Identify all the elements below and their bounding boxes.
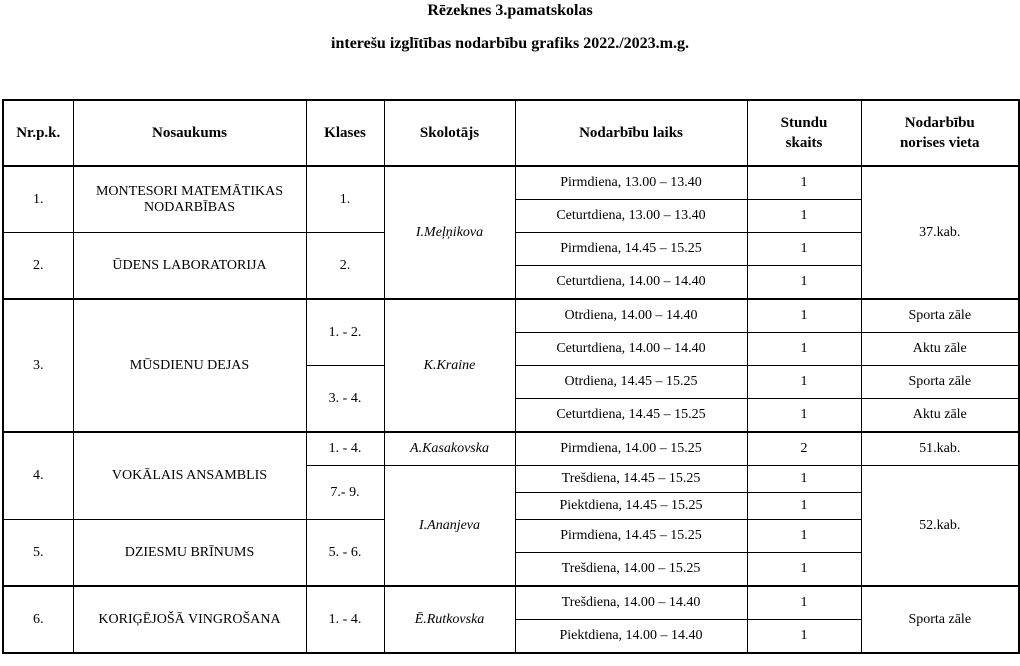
activity-name-line2: NODARBĪBAS xyxy=(143,199,235,215)
time-cell: Otrdiena, 14.45 – 15.25 xyxy=(515,366,747,399)
header-teacher: Skolotājs xyxy=(384,100,515,166)
header-time: Nodarbību laiks xyxy=(515,100,747,166)
classes-cell: 1. - 4. xyxy=(306,432,384,466)
schedule-table xyxy=(2,99,1020,654)
activity-name: MŪSDIENU DEJAS xyxy=(73,299,306,432)
row-number: 1. xyxy=(3,166,73,233)
place-cell: 52.kab. xyxy=(861,466,1019,587)
activity-name xyxy=(73,166,306,233)
place-cell: 37.kab. xyxy=(861,166,1019,299)
table-row xyxy=(3,586,1019,620)
classes-cell: 1. - 4. xyxy=(306,586,384,653)
time-cell: Trešdiena, 14.00 – 14.40 xyxy=(515,586,747,620)
table-row xyxy=(3,166,1019,200)
hours-cell: 2 xyxy=(747,432,861,466)
time-cell: Pirmdiena, 14.45 – 15.25 xyxy=(515,520,747,553)
activity-name-line1: MONTESORI MATEMĀTIKAS xyxy=(95,183,284,199)
time-cell: Trešdiena, 14.45 – 15.25 xyxy=(515,466,747,493)
hours-cell: 1 xyxy=(747,399,861,433)
row-number: 6. xyxy=(3,586,73,653)
row-number: 2. xyxy=(3,233,73,300)
teacher-cell: I.Ananjeva xyxy=(384,466,515,587)
header-name: Nosaukums xyxy=(73,100,306,166)
classes-cell: 3. - 4. xyxy=(306,366,384,433)
hours-cell: 1 xyxy=(747,586,861,620)
header-row xyxy=(3,100,1019,166)
hours-cell: 1 xyxy=(747,233,861,266)
hours-cell: 1 xyxy=(747,466,861,493)
hours-cell: 1 xyxy=(747,366,861,399)
classes-cell: 1. xyxy=(306,166,384,233)
time-cell: Piektdiena, 14.00 – 14.40 xyxy=(515,620,747,654)
hours-cell: 1 xyxy=(747,299,861,333)
teacher-cell: K.Kraine xyxy=(384,299,515,432)
header-classes: Klases xyxy=(306,100,384,166)
hours-cell: 1 xyxy=(747,520,861,553)
table-row xyxy=(3,432,1019,466)
activity-name: DZIESMU BRĪNUMS xyxy=(73,520,306,587)
header-hours-line1: Stundu xyxy=(780,115,828,131)
header-place xyxy=(861,100,1019,166)
time-cell: Pirmdiena, 13.00 – 13.40 xyxy=(515,166,747,200)
hours-cell: 1 xyxy=(747,200,861,233)
hours-cell: 1 xyxy=(747,553,861,587)
hours-cell: 1 xyxy=(747,493,861,520)
time-cell: Ceturtdiena, 14.00 – 14.40 xyxy=(515,333,747,366)
place-cell: 51.kab. xyxy=(861,432,1019,466)
header-hours-line2: skaits xyxy=(785,135,823,151)
hours-cell: 1 xyxy=(747,620,861,654)
activity-name: VOKĀLAIS ANSAMBLIS xyxy=(73,432,306,520)
teacher-cell: Ē.Rutkovska xyxy=(384,586,515,653)
place-cell: Aktu zāle xyxy=(861,399,1019,433)
classes-cell: 5. - 6. xyxy=(306,520,384,587)
row-number: 5. xyxy=(3,520,73,587)
table-row xyxy=(3,299,1019,333)
hours-cell: 1 xyxy=(747,266,861,300)
place-cell: Sporta zāle xyxy=(861,366,1019,399)
activity-name: KORIĢĒJOŠĀ VINGROŠANA xyxy=(73,586,306,653)
header-hours xyxy=(747,100,861,166)
hours-cell: 1 xyxy=(747,333,861,366)
hours-cell: 1 xyxy=(747,166,861,200)
time-cell: Pirmdiena, 14.00 – 15.25 xyxy=(515,432,747,466)
time-cell: Otrdiena, 14.00 – 14.40 xyxy=(515,299,747,333)
time-cell: Ceturtdiena, 13.00 – 13.40 xyxy=(515,200,747,233)
place-cell: Sporta zāle xyxy=(861,299,1019,333)
place-cell: Sporta zāle xyxy=(861,586,1019,653)
header-nr: Nr.p.k. xyxy=(3,100,73,166)
classes-cell: 1. - 2. xyxy=(306,299,384,366)
document-subtitle: interešu izglītības nodarbību grafiks 2022./2023.m.g. xyxy=(331,35,689,52)
header-place-line1: Nodarbību xyxy=(904,115,975,131)
classes-cell: 7.- 9. xyxy=(306,466,384,520)
time-cell: Trešdiena, 14.00 – 15.25 xyxy=(515,553,747,587)
row-number: 4. xyxy=(3,432,73,520)
teacher-cell: I.Meļņikova xyxy=(384,166,515,299)
activity-name: ŪDENS LABORATORIJA xyxy=(73,233,306,300)
classes-cell: 2. xyxy=(306,233,384,300)
document-title: Rēzeknes 3.pamatskolas xyxy=(427,2,593,19)
time-cell: Ceturtdiena, 14.00 – 14.40 xyxy=(515,266,747,300)
time-cell: Piektdiena, 14.45 – 15.25 xyxy=(515,493,747,520)
time-cell: Pirmdiena, 14.45 – 15.25 xyxy=(515,233,747,266)
row-number: 3. xyxy=(3,299,73,432)
teacher-cell: A.Kasakovska xyxy=(384,432,515,466)
place-cell: Aktu zāle xyxy=(861,333,1019,366)
header-place-line2: norises vieta xyxy=(899,135,980,151)
time-cell: Ceturtdiena, 14.45 – 15.25 xyxy=(515,399,747,433)
